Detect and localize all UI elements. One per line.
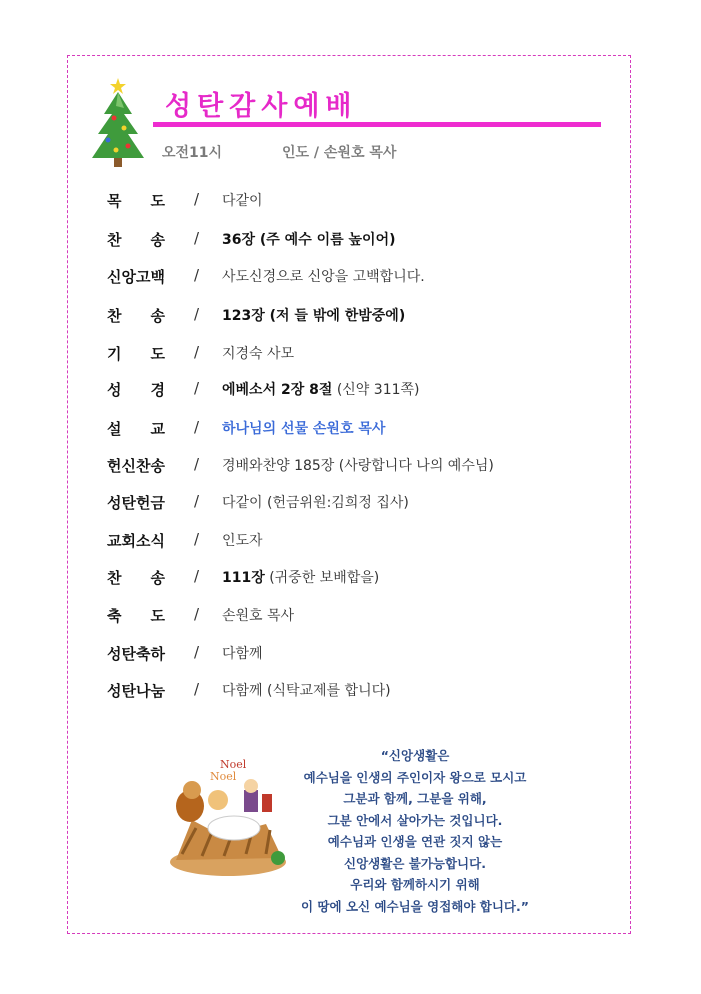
order-label: 찬 송 <box>107 231 165 249</box>
order-label: 설 교 <box>107 420 165 438</box>
order-row <box>0 455 701 479</box>
order-label: 목 도 <box>107 192 165 210</box>
quote-line: 우리와 함께하시기 위해 <box>350 877 480 892</box>
order-label: 헌신찬송 <box>107 457 165 475</box>
order-label: 성탄나눔 <box>107 682 165 700</box>
order-label: 성탄축하 <box>107 645 165 663</box>
order-label: 기 도 <box>107 345 165 363</box>
order-value: 다같이 <box>222 193 263 209</box>
order-value: 다같이 (헌금위원:김희정 집사) <box>222 495 409 511</box>
order-value: 36장 (주 예수 이름 높이어) <box>222 232 396 248</box>
quote-line: 그분과 함께, 그분을 위해, <box>343 791 487 806</box>
separator: / <box>194 190 200 208</box>
page-title: 성탄감사예배 <box>165 91 358 122</box>
separator: / <box>194 680 200 698</box>
separator: / <box>194 229 200 247</box>
quote-line: 그분 안에서 살아가는 것입니다. <box>327 812 503 828</box>
order-label: 찬 송 <box>107 569 165 587</box>
order-row <box>0 643 701 667</box>
order-value: 다함께 <box>222 646 263 662</box>
order-value: 사도신경으로 신앙을 고백합니다. <box>222 269 425 285</box>
order-value: 인도자 <box>222 533 263 549</box>
separator: / <box>194 530 200 548</box>
separator: / <box>194 266 200 284</box>
order-row <box>0 190 701 214</box>
order-row <box>0 492 701 516</box>
service-time: 오전11시 <box>162 145 223 161</box>
order-row <box>0 305 701 329</box>
order-value: 111장 (귀중한 보배합을) <box>222 570 380 586</box>
separator: / <box>194 605 200 623</box>
order-row <box>0 266 701 290</box>
order-label: 교회소식 <box>107 532 165 550</box>
order-row <box>0 680 701 704</box>
separator: / <box>194 643 200 661</box>
order-value: 123장 (저 들 밖에 한밤중에) <box>222 308 406 324</box>
order-label: 성 경 <box>107 381 165 399</box>
order-row <box>0 379 701 403</box>
order-value: 손원호 목사 <box>222 608 295 624</box>
noel-text-2: Noel <box>210 770 237 783</box>
order-row <box>0 418 701 442</box>
order-value: 에베소서 2장 8절 (신약 311쪽) <box>222 382 420 398</box>
order-label: 찬 송 <box>107 307 165 325</box>
title-underline <box>153 122 601 127</box>
order-label: 신앙고백 <box>107 268 165 286</box>
separator: / <box>194 567 200 585</box>
order-value: 하나님의 선물 손원호 목사 <box>222 421 386 437</box>
separator: / <box>194 343 200 361</box>
quote-line: 예수님을 인생의 주인이자 왕으로 모시고 <box>303 769 527 785</box>
separator: / <box>194 418 200 436</box>
quote-line: “신앙생활은 <box>380 748 450 763</box>
order-row <box>0 567 701 591</box>
order-value: 지경숙 사모 <box>222 346 295 362</box>
separator: / <box>194 455 200 473</box>
order-row <box>0 530 701 554</box>
order-row <box>0 229 701 253</box>
separator: / <box>194 379 200 397</box>
order-row <box>0 605 701 629</box>
separator: / <box>194 492 200 510</box>
separator: / <box>194 305 200 323</box>
order-value: 경배와찬양 185장 (사랑합니다 나의 예수님) <box>222 458 494 474</box>
christmas-tree-icon <box>88 74 148 170</box>
quote-line: 예수님과 인생을 연관 짓지 않는 <box>327 834 503 849</box>
order-row <box>0 343 701 367</box>
closing-quote <box>270 745 560 917</box>
order-label: 축 도 <box>107 607 165 625</box>
order-value: 다함께 (식탁교제를 합니다) <box>222 683 391 699</box>
quote-line: 이 땅에 오신 예수님을 영접해야 합니다.” <box>301 898 529 914</box>
service-leader: 인도 / 손원호 목사 <box>282 145 397 161</box>
quote-line: 신앙생활은 불가능합니다. <box>344 855 486 871</box>
noel-text: Noel <box>220 758 247 771</box>
order-label: 성탄헌금 <box>107 494 165 512</box>
